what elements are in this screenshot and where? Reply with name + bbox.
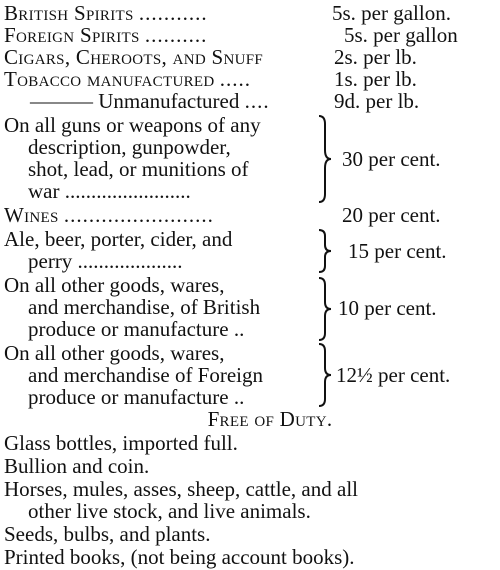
text-line: produce or manufacture .. [28, 317, 245, 341]
duty-rate: 5s. per gallon. [332, 1, 451, 25]
arms-rate: 30 per cent. [342, 147, 441, 171]
duty-rate: 5s. per gallon [344, 23, 458, 47]
british-goods-description [4, 274, 260, 340]
leader-dots: ..... [219, 67, 251, 91]
free-item: other live stock, and live animals. [28, 499, 311, 523]
duty-rate: 1s. per lb. [334, 67, 417, 91]
leader-dots: .......... [144, 23, 208, 47]
leader-dots: ........... [138, 1, 208, 25]
text-line: On all guns or weapons of any [4, 113, 261, 137]
free-item: Seeds, bulbs, and plants. [4, 522, 211, 546]
duty-row [30, 90, 270, 112]
foreign-goods-rate: 12½ per cent. [336, 363, 451, 387]
duty-item: Tobacco manufactured [4, 67, 215, 91]
right-brace-icon [316, 228, 336, 274]
leader-dots: ........................ [63, 203, 214, 227]
duty-item: ——— Unmanufactured [30, 89, 240, 113]
text-line: and merchandise of Foreign [28, 363, 264, 387]
duty-rate: 9d. per lb. [334, 89, 420, 113]
duty-row [4, 46, 263, 68]
duty-item: British Spirits [4, 1, 134, 25]
text-line: perry .................... [28, 249, 183, 273]
duty-item: Cigars, Cheroots, and Snuff [4, 45, 264, 69]
duty-item: Foreign Spirits [4, 23, 140, 47]
duty-item: Wines [4, 203, 59, 227]
duty-row [4, 68, 251, 90]
text-line: Ale, beer, porter, cider, and [4, 227, 233, 251]
free-item: Glass bottles, imported full. [4, 431, 238, 455]
foreign-goods-description [4, 342, 263, 408]
free-item: Printed books, (not being account books). [4, 545, 355, 569]
ale-rate: 15 per cent. [348, 239, 447, 263]
text-line: shot, lead, or munitions of [28, 157, 249, 181]
arms-description [4, 114, 261, 202]
free-of-duty-heading: Free of Duty. [207, 407, 333, 431]
free-item: Bullion and coin. [4, 454, 150, 478]
text-line: and merchandise, of British [28, 295, 261, 319]
duty-rate: 2s. per lb. [334, 45, 417, 69]
ale-description [4, 228, 232, 272]
free-item: Horses, mules, asses, sheep, cattle, and all [4, 477, 358, 501]
duty-rate: 20 per cent. [342, 203, 441, 227]
right-brace-icon [316, 114, 336, 204]
duty-row [4, 204, 214, 226]
british-goods-rate: 10 per cent. [338, 296, 437, 320]
text-line: description, gunpowder, [28, 135, 231, 159]
text-line: war ........................ [28, 179, 191, 203]
duty-row [4, 2, 208, 24]
text-line: On all other goods, wares, [4, 341, 225, 365]
text-line: produce or manufacture .. [28, 385, 245, 409]
leader-dots: .... [244, 89, 270, 113]
text-line: On all other goods, wares, [4, 273, 225, 297]
right-brace-icon [316, 342, 336, 408]
duty-row [4, 24, 207, 46]
right-brace-icon [316, 276, 336, 342]
